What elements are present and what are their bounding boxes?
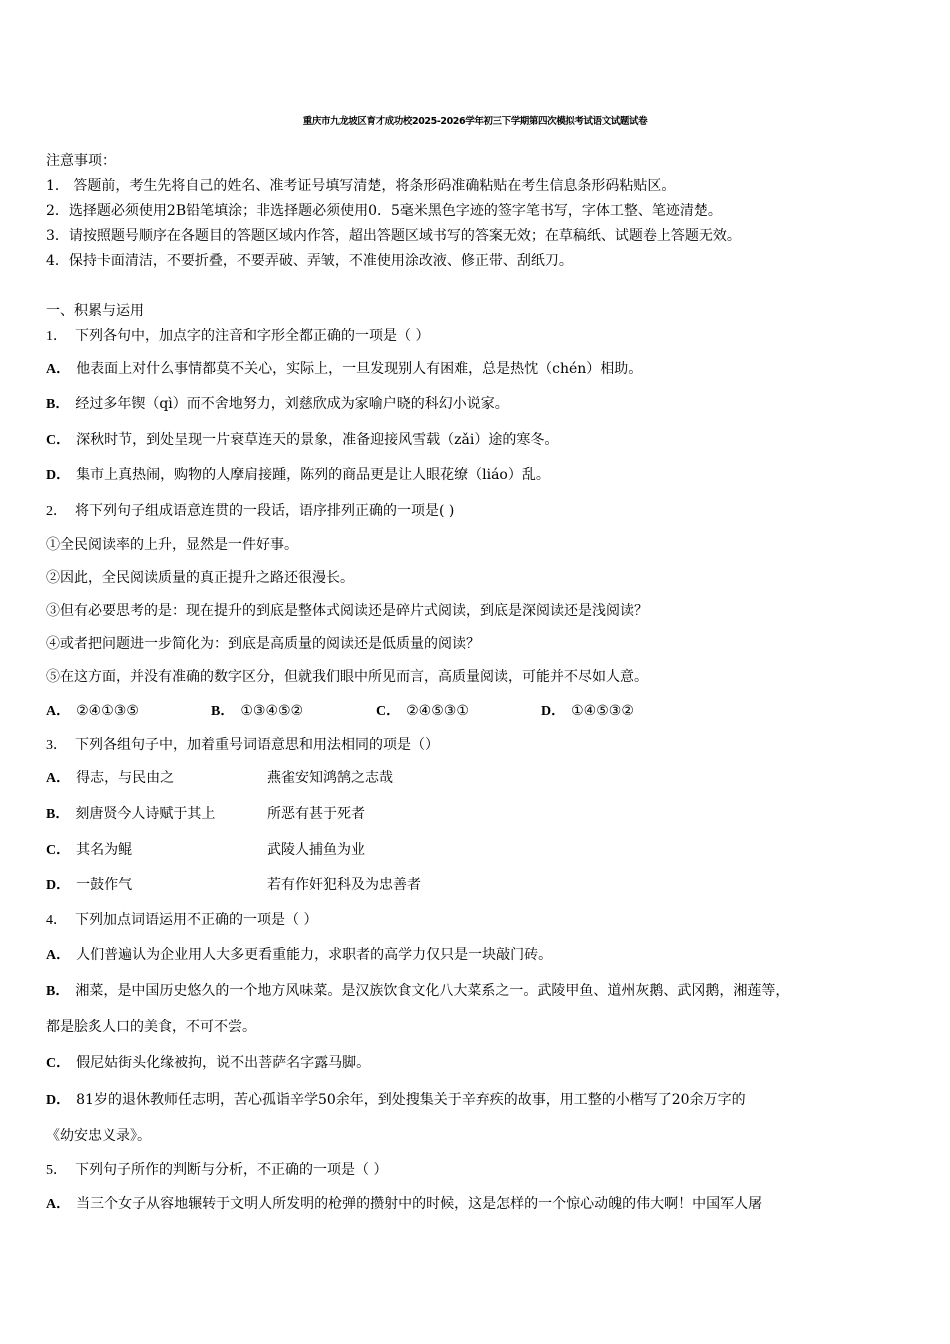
question-2 [46, 502, 454, 521]
option-text: 集市上真热闹，购物的人摩肩接踵，陈列的商品更是让人眼花缭（liáo）乱。 [76, 467, 550, 483]
option-label: D． [46, 1093, 71, 1108]
option-label: A． [46, 771, 71, 786]
notice-item: 1． 答题前，考生先将自己的姓名、准考证号填写清楚，将条形码准确粘贴在考生信息条形码粘贴区。 [46, 178, 676, 194]
option-label: C． [46, 433, 71, 448]
q2-option-a [46, 702, 139, 721]
option-left-text: 其名为鲲 [76, 842, 133, 858]
option-text: 人们普遍认为企业用人大多更看重能力，求职者的高学力仅只是一块敲门砖。 [76, 947, 553, 963]
option-text: 假尼姑街头化缘被拘，说不出菩萨名字露马脚。 [76, 1055, 371, 1071]
question-number: 1． [46, 329, 67, 344]
option-label: A． [46, 704, 71, 719]
option-label: A． [46, 948, 71, 963]
q4-option-b [46, 982, 789, 1001]
q2-sentence: ③但有必要思考的是：现在提升的到底是整体式阅读还是碎片式阅读，到底是深阅读还是浅阅读？ [46, 603, 648, 619]
option-left-text: 一鼓作气 [76, 877, 133, 893]
q3-option-a-right: 燕雀安知鸿鹄之志哉 [267, 770, 393, 786]
page-title: 重庆市九龙坡区育才成功校2025-2026学年初三下学期第四次模拟考试语文试题试卷 [302, 116, 648, 127]
q3-option-c-right: 武陵人捕鱼为业 [267, 842, 365, 858]
option-text: 经过多年锲（qì）而不舍地努力，刘慈欣成为家喻户晓的科幻小说家。 [75, 396, 509, 412]
q3-option-a [46, 769, 174, 788]
option-label: B． [46, 984, 70, 999]
option-text: ②④①③⑤ [76, 703, 139, 719]
question-number: 2． [46, 504, 67, 519]
question-stem: 下列加点词语运用不正确的一项是（ ） [75, 912, 318, 928]
q3-option-c [46, 841, 132, 860]
question-number: 5． [46, 1163, 67, 1178]
question-stem: 下列各句中，加点字的注音和字形全都正确的一项是（ ） [75, 328, 430, 344]
option-label: C． [46, 1056, 71, 1071]
q2-sentence: ④或者把问题进一步简化为：到底是高质量的阅读还是低质量的阅读？ [46, 636, 480, 652]
option-text: 他表面上对什么事情都莫不关心，实际上，一旦发现别人有困难，总是热忱（chén）相助。 [76, 361, 643, 377]
q2-sentence: ②因此，全民阅读质量的真正提升之路还很漫长。 [46, 570, 354, 586]
q1-option-a [46, 360, 642, 379]
question-1 [46, 327, 429, 346]
option-label: D． [541, 704, 566, 719]
question-number: 4． [46, 913, 67, 928]
q2-option-b [211, 702, 303, 721]
option-text: 当三个女子从容地辗转于文明人所发明的枪弹的攒射中的时候，这是怎样的一个惊心动魄的伟大啊！中国军人屠 [76, 1196, 763, 1212]
option-label: B． [211, 704, 235, 719]
q3-option-d [46, 876, 132, 895]
option-label: B． [46, 397, 70, 412]
q3-option-b [46, 805, 215, 824]
q1-option-c [46, 431, 558, 450]
option-label: A． [46, 362, 71, 377]
notice-item: 4．保持卡面清洁，不要折叠，不要弄破、弄皱，不准使用涂改液、修正带、刮纸刀。 [46, 253, 573, 269]
q2-sentence: ①全民阅读率的上升，显然是一件好事。 [46, 537, 298, 553]
option-text: 81岁的退休教师任志明，苦心孤诣辛学50余年，到处搜集关于辛弃疾的故事，用工整的小楷写了20余万字的 [76, 1092, 746, 1108]
q3-option-d-right: 若有作奸犯科及为忠善者 [267, 877, 421, 893]
notice-item: 2．选择题必须使用2B铅笔填涂；非选择题必须使用0．5毫米黑色字迹的签字笔书写，字体工整、笔迹清楚。 [46, 203, 722, 219]
q2-option-c [376, 702, 469, 721]
question-stem: 下列句子所作的判断与分析，不正确的一项是（ ） [75, 1162, 388, 1178]
option-label: D． [46, 878, 71, 893]
option-text: ①③④⑤② [240, 703, 304, 719]
notice-item: 3．请按照题号顺序在各题目的答题区域内作答，超出答题区域书写的答案无效；在草稿纸、试题卷上答题无效。 [46, 228, 741, 244]
question-4 [46, 911, 317, 930]
question-3 [46, 736, 439, 755]
option-left-text: 刻唐贤今人诗赋于其上 [75, 806, 216, 822]
option-label: D． [46, 468, 71, 483]
q1-option-b [46, 395, 509, 414]
q1-option-d [46, 466, 550, 485]
q2-sentence: ⑤在这方面，并没有准确的数字区分，但就我们眼中所见而言，高质量阅读，可能并不尽如人意。 [46, 669, 648, 685]
option-label: A． [46, 1197, 71, 1212]
q3-option-b-right: 所恶有甚于死者 [267, 806, 365, 822]
q5-option-a [46, 1195, 762, 1214]
option-text: 深秋时节，到处呈现一片衰草连天的景象，准备迎接风雪载（zǎi）途的寒冬。 [76, 432, 559, 448]
option-text: ①④⑤③② [571, 703, 634, 719]
option-label: B． [46, 807, 70, 822]
option-left-text: 得志，与民由之 [76, 770, 175, 786]
question-5 [46, 1161, 387, 1180]
question-number: 3． [46, 738, 67, 753]
q2-option-d [541, 702, 634, 721]
notice-heading: 注意事项： [46, 153, 116, 169]
option-text: ②④⑤③① [406, 703, 469, 719]
option-label: C． [376, 704, 401, 719]
option-text: 湘菜，是中国历史悠久的一个地方风味菜。是汉族饮食文化八大菜系之一。武陵甲鱼、道州灰鹅、武冈鹅，湘莲等， [75, 983, 790, 999]
q4-option-c [46, 1054, 370, 1073]
question-stem: 将下列句子组成语意连贯的一段话，语序排列正确的一项是( ) [75, 503, 455, 519]
section-heading: 一、积累与运用 [46, 303, 144, 319]
q4-option-d-cont: 《幼安忠义录》。 [46, 1128, 151, 1144]
question-stem: 下列各组句子中，加着重号词语意思和用法相同的项是（） [75, 737, 439, 753]
q4-option-b-cont: 都是脍炙人口的美食，不可不尝。 [46, 1019, 256, 1035]
q4-option-a [46, 946, 552, 965]
option-label: C． [46, 843, 71, 858]
q4-option-d [46, 1091, 746, 1110]
